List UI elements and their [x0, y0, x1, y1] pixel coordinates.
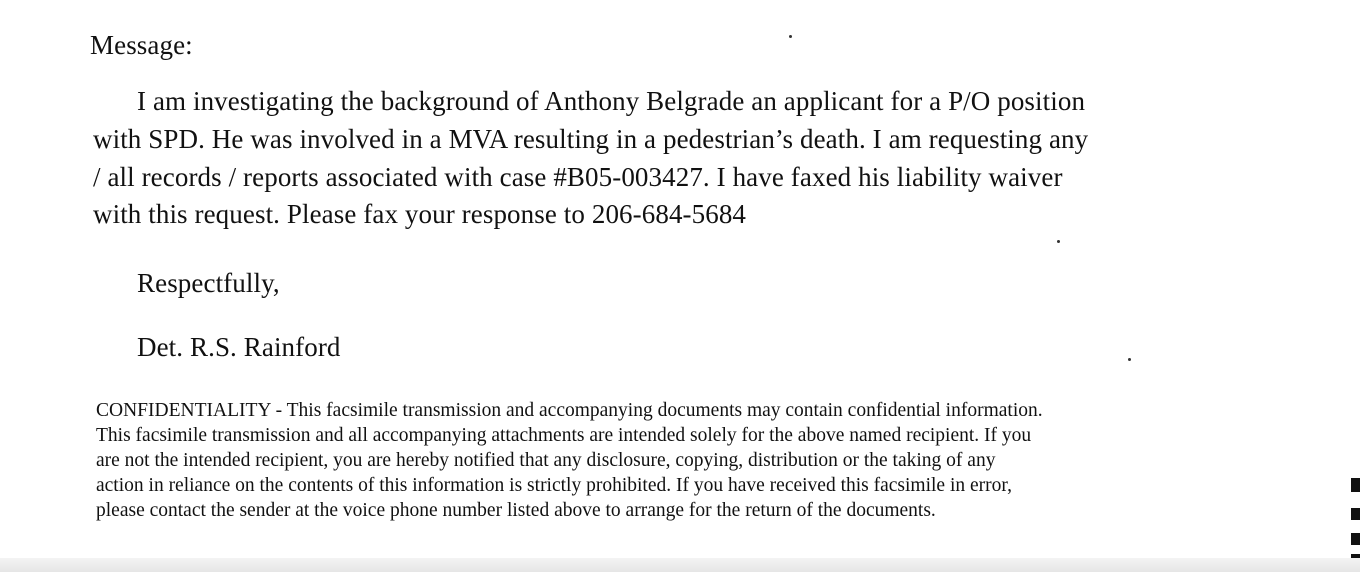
- confidentiality-line: CONFIDENTIALITY - This facsimile transmission and accompanying documents may contain confidential information.: [96, 400, 1043, 421]
- scan-edge-mark: [1351, 508, 1360, 520]
- scan-edge-mark: [1351, 533, 1360, 545]
- confidentiality-line: please contact the sender at the voice phone number listed above to arrange for the return of the documents.: [96, 500, 936, 521]
- scan-edge-mark: [1351, 478, 1360, 492]
- paragraph-line: I am investigating the background of Anthony Belgrade an applicant for a P/O position: [137, 86, 1086, 116]
- confidentiality-line: action in reliance on the contents of this information is strictly prohibited. If you have received this facsimile in error,: [96, 475, 1012, 496]
- scan-speck: [789, 35, 792, 38]
- confidentiality-line: are not the intended recipient, you are hereby notified that any disclosure, copying, distribution or the taking of any: [96, 450, 996, 471]
- scan-bottom-edge: [0, 558, 1360, 572]
- confidentiality-line: This facsimile transmission and all accompanying attachments are intended solely for the above named recipient. If you: [96, 425, 1032, 446]
- paragraph-line: with this request. Please fax your response to 206-684-5684: [93, 199, 747, 229]
- message-label: Message:: [90, 30, 193, 60]
- scan-speck: [1057, 240, 1060, 243]
- paragraph-line: with SPD. He was involved in a MVA resulting in a pedestrian’s death. I am requesting any: [93, 124, 1089, 154]
- paragraph-line: / all records / reports associated with case #B05-003427. I have faxed his liability waiver: [93, 162, 1063, 192]
- scan-speck: [1128, 358, 1131, 361]
- signature: Det. R.S. Rainford: [137, 332, 341, 362]
- closing-text: Respectfully,: [137, 268, 280, 298]
